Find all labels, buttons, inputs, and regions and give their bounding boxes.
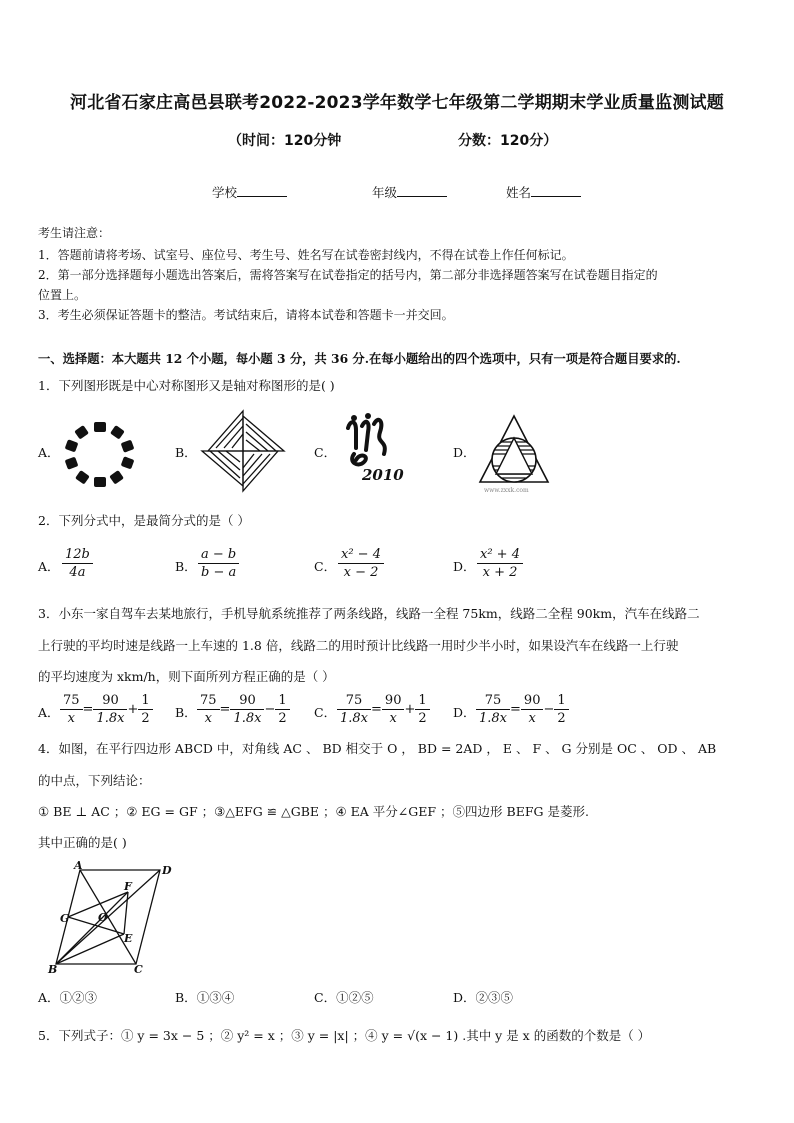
- q3-option-a-equation: $\frac{75}{x}$ = $\frac{90}{1.8x}$ + $\frac{1}{2}$: [60, 692, 153, 727]
- notice-item: 位置上。: [38, 288, 87, 302]
- q3-option-d-equation: $\frac{75}{1.8x}$ = $\frac{90}{x}$ − $\frac{1}{2}$: [476, 692, 569, 727]
- q1-figure-c-emblem-icon: [340, 410, 410, 490]
- q1-figure-d-triangle-icon: [476, 412, 552, 494]
- school-field: [212, 183, 287, 201]
- q2-option-b-fraction: $\frac{a - b}{b - a}$: [198, 546, 239, 581]
- q2-option-d-fraction: $\frac{\text{x² + 4}}{x + 2}$: [477, 546, 523, 581]
- q2-option-c-fraction: $\frac{\text{x² − 4}}{x - 2}$: [338, 546, 384, 581]
- exam-time: （时间：120分钟: [228, 133, 342, 149]
- notice-item: 2．第一部分选择题每小题选出答案后，需将答案写在试卷指定的括号内，第二部分非选择题答案写在试卷题目指定的: [38, 268, 658, 282]
- q1-c-text: 2010: [362, 466, 404, 484]
- q2-option-b-label: B．: [175, 559, 197, 574]
- school-label: 学校: [212, 185, 238, 200]
- q2-option-a-fraction: $\frac{12b}{4a}$: [62, 546, 93, 581]
- grade-label: 年级: [372, 185, 398, 200]
- point-c-label: C: [134, 963, 143, 976]
- question-4-line: 4．如图，在平行四边形 ABCD 中，对角线 AC 、 BD 相交于 O ， BD = 2AD ， E 、 F 、 G 分别是 OC 、 OD 、 AB: [38, 741, 717, 756]
- q3-option-b-equation: $\frac{75}{x}$ = $\frac{90}{1.8x}$ − $\frac{1}{2}$: [197, 692, 290, 727]
- page-title: 河北省石家庄高邑县联考2022-2023学年数学七年级第二学期期末学业质量监测试题: [70, 93, 724, 113]
- notice-item: 1．答题前请将考场、试室号、座位号、考生号、姓名写在试卷密封线内，不得在试卷上作任何标记。: [38, 248, 574, 262]
- question-3-line: 的平均速度为 xkm/h，则下面所列方程正确的是（ ）: [38, 669, 335, 684]
- q1-option-c-label: C．: [314, 445, 337, 460]
- q4-parallelogram-diagram: [44, 860, 184, 976]
- q2-option-a-label: A．: [38, 559, 60, 574]
- q3-option-b-label: B．: [175, 705, 197, 720]
- question-5-stem: 5．下列式子：① y = 3x − 5 ；② y² = x ；③ y = |x| ；④ y = √(x − 1) .其中 y 是 x 的函数的个数是（ ）: [38, 1028, 651, 1043]
- notice-item: 3．考生必须保证答题卡的整洁。考试结束后，请将本试卷和答题卡一并交回。: [38, 308, 454, 322]
- question-1-stem: 1．下列图形既是中心对称图形又是轴对称图形的是( ): [38, 378, 335, 393]
- point-a-label: A: [74, 860, 83, 872]
- point-e-label: E: [124, 932, 133, 945]
- grade-blank: [397, 184, 447, 197]
- q1-option-d-label: D．: [453, 445, 476, 460]
- exam-score: 分数：120分）: [458, 133, 558, 149]
- question-3-line: 上行驶的平均时速是线路一上车速的 1.8 倍，线路二的用时预计比线路一用时少半小时，如果设汽车在线路一上行驶: [38, 638, 679, 653]
- q1-option-b-label: B．: [175, 445, 197, 460]
- name-label: 姓名: [506, 185, 532, 200]
- q3-option-c-label: C．: [314, 705, 337, 720]
- q3-option-a-label: A．: [38, 705, 60, 720]
- q1-figure-a-ring-icon: [60, 418, 140, 490]
- question-4-line: ① BE ⊥ AC ；② EG = GF ；③△EFG ≌ △GBE ；④ EA 平分∠GEF ；⑤四边形 BEFG 是菱形.: [38, 804, 589, 819]
- notice-heading: 考生请注意：: [38, 226, 111, 240]
- q4-option-c: C．①②⑤: [314, 990, 374, 1005]
- q4-option-b: B．①③④: [175, 990, 235, 1005]
- q3-option-c-equation: $\frac{75}{1.8x}$ = $\frac{90}{x}$ + $\frac{1}{2}$: [337, 692, 430, 727]
- q3-option-d-label: D．: [453, 705, 476, 720]
- q1-d-watermark: www.zxxk.com: [484, 487, 529, 494]
- point-b-label: B: [48, 963, 58, 976]
- question-2-stem: 2．下列分式中，是最简分式的是（ ）: [38, 513, 250, 528]
- q1-figure-b-pinwheel-icon: [198, 408, 288, 494]
- name-field: [506, 183, 581, 201]
- q2-option-c-label: C．: [314, 559, 337, 574]
- question-4-line: 的中点，下列结论：: [38, 773, 151, 788]
- point-d-label: D: [162, 864, 172, 877]
- point-g-label: G: [60, 912, 70, 925]
- q1-option-a-label: A．: [38, 445, 60, 460]
- q2-option-d-label: D．: [453, 559, 476, 574]
- point-f-label: F: [124, 880, 132, 893]
- question-4-line: 其中正确的是( ): [38, 835, 127, 850]
- point-o-label: O: [98, 911, 108, 924]
- q4-option-a: A．①②③: [38, 990, 98, 1005]
- question-3-line: 3．小东一家自驾车去某地旅行，手机导航系统推荐了两条线路，线路一全程 75km，线路二全程 90km，汽车在线路二: [38, 606, 700, 621]
- q4-option-d: D．②③⑤: [453, 990, 514, 1005]
- school-blank: [237, 184, 287, 197]
- section-heading: 一、选择题：本大题共 12 个小题，每小题 3 分，共 36 分.在每小题给出的四个选项中，只有一项是符合题目要求的.: [38, 351, 681, 366]
- name-blank: [531, 184, 581, 197]
- grade-field: [372, 183, 447, 201]
